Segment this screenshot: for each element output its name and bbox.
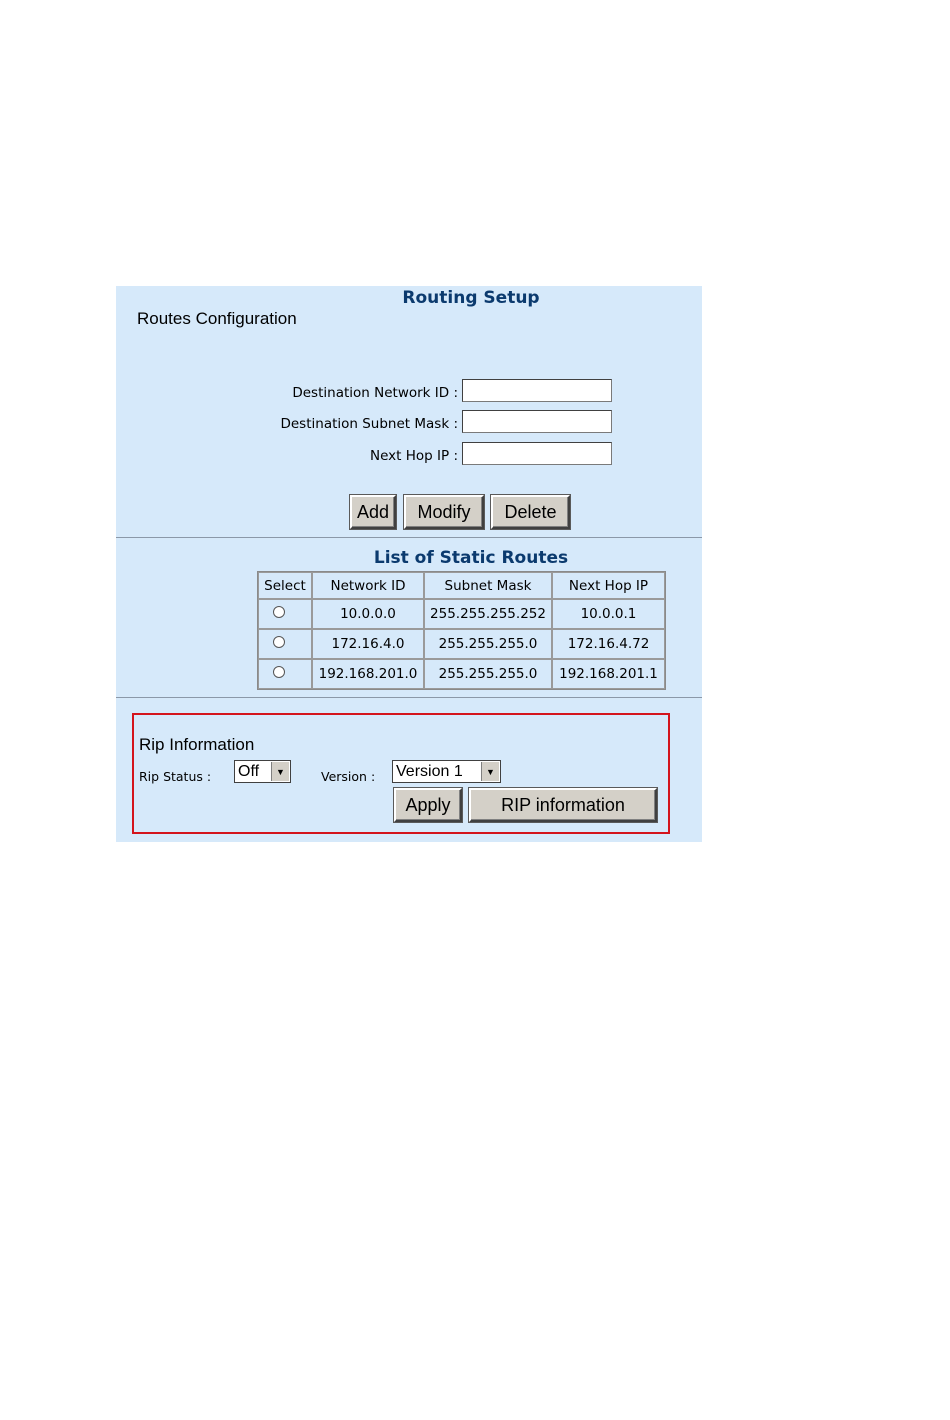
network-id-cell: 192.168.201.0 xyxy=(312,659,424,689)
page-title: Routing Setup xyxy=(402,288,540,308)
rip-information-section xyxy=(132,713,670,834)
add-button[interactable]: Add xyxy=(350,495,396,529)
route-radio[interactable] xyxy=(273,666,285,678)
table-row xyxy=(258,629,665,659)
dest-mask-input[interactable] xyxy=(462,410,612,433)
table-row xyxy=(258,659,665,689)
dest-mask-label: Destination Subnet Mask : xyxy=(280,416,458,432)
static-routes-title: List of Static Routes xyxy=(373,548,569,568)
route-radio[interactable] xyxy=(273,606,285,618)
apply-button[interactable]: Apply xyxy=(394,788,462,822)
routing-setup-panel xyxy=(116,286,702,842)
rip-title: Rip Information xyxy=(139,735,255,754)
subnet-mask-cell: 255.255.255.0 xyxy=(424,629,552,659)
dest-network-input[interactable] xyxy=(462,379,612,402)
rip-information-button[interactable]: RIP information xyxy=(469,788,657,822)
next-hop-input[interactable] xyxy=(462,442,612,465)
select-cell xyxy=(258,659,312,689)
rip-status-value: Off xyxy=(238,762,260,780)
subnet-mask-cell: 255.255.255.252 xyxy=(424,599,552,629)
select-cell xyxy=(258,599,312,629)
next-hop-cell: 10.0.0.1 xyxy=(552,599,665,629)
subnet-mask-cell: 255.255.255.0 xyxy=(424,659,552,689)
divider xyxy=(116,697,702,698)
column-header-next-hop: Next Hop IP xyxy=(552,572,665,599)
select-cell xyxy=(258,629,312,659)
chevron-down-icon[interactable]: ▼ xyxy=(271,762,289,781)
version-label: Version : xyxy=(321,769,376,784)
divider xyxy=(116,537,702,538)
modify-button[interactable]: Modify xyxy=(404,495,484,529)
chevron-down-icon[interactable]: ▼ xyxy=(481,762,499,781)
column-header-select: Select xyxy=(258,572,312,599)
network-id-cell: 10.0.0.0 xyxy=(312,599,424,629)
rip-status-select[interactable] xyxy=(234,760,291,783)
table-header-row xyxy=(258,572,665,599)
rip-status-label: Rip Status : xyxy=(139,769,212,784)
network-id-cell: 172.16.4.0 xyxy=(312,629,424,659)
column-header-network-id: Network ID xyxy=(312,572,424,599)
static-routes-table xyxy=(257,571,666,690)
next-hop-cell: 192.168.201.1 xyxy=(552,659,665,689)
next-hop-cell: 172.16.4.72 xyxy=(552,629,665,659)
version-select[interactable] xyxy=(392,760,501,783)
next-hop-label: Next Hop IP : xyxy=(370,448,458,464)
route-radio[interactable] xyxy=(273,636,285,648)
version-value: Version 1 xyxy=(396,762,463,780)
dest-network-label: Destination Network ID : xyxy=(292,385,458,401)
delete-button[interactable]: Delete xyxy=(491,495,570,529)
section-title: Routes Configuration xyxy=(137,309,297,328)
column-header-subnet-mask: Subnet Mask xyxy=(424,572,552,599)
table-row xyxy=(258,599,665,629)
